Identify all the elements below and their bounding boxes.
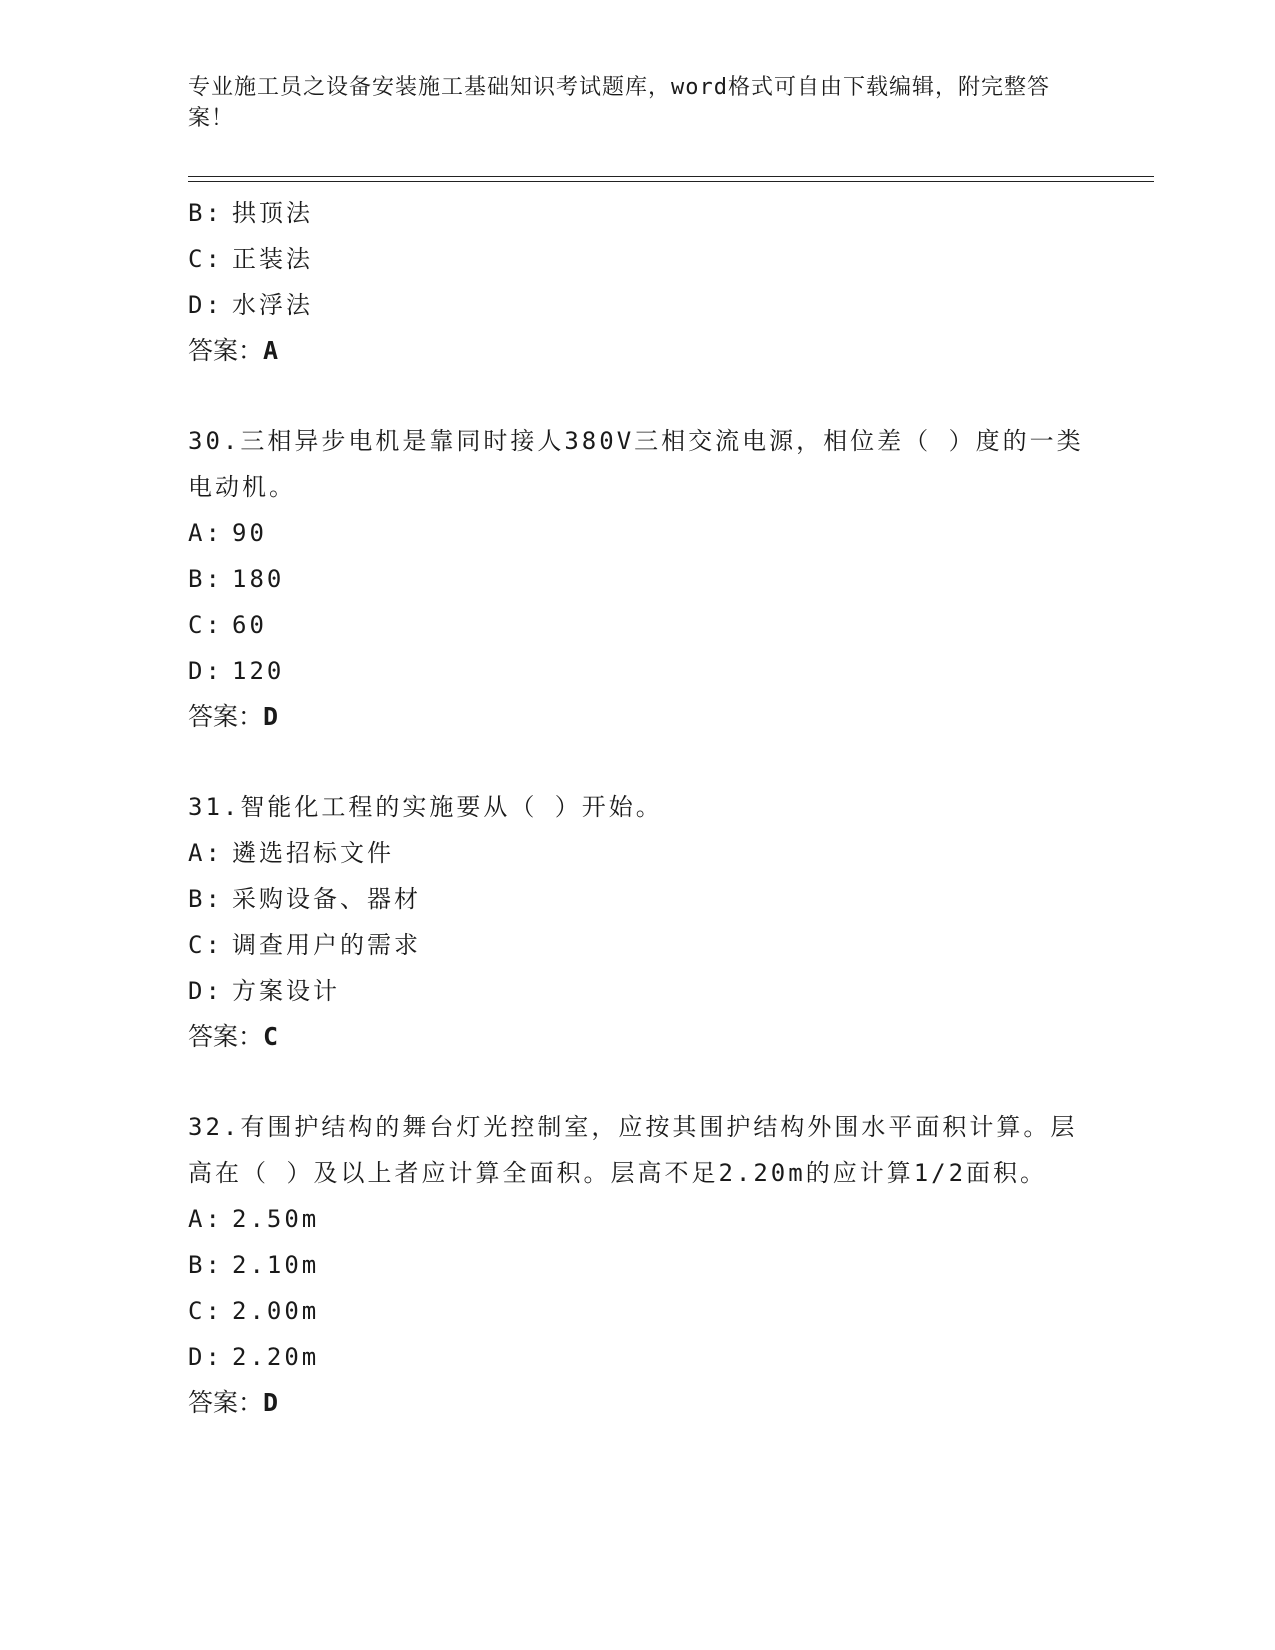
option-label: C: [188, 611, 223, 639]
question-31 [188, 784, 1088, 1060]
question-32 [188, 1104, 1088, 1426]
answer-value: D [263, 1388, 279, 1417]
question-stem: 32.有围护结构的舞台灯光控制室，应按其围护结构外围水平面积计算。层高在（ ）及以上者应计算全面积。层高不足2.20m的应计算1/2面积。 [188, 1113, 1078, 1187]
header-divider-top [188, 176, 1154, 177]
answer-label: 答案： [188, 1022, 264, 1051]
option-label: D: [188, 291, 223, 319]
option-text: 遴选招标文件 [232, 839, 394, 867]
header-divider-bottom [188, 181, 1154, 182]
option-d [188, 1334, 1088, 1380]
option-d [188, 968, 1088, 1014]
option-b [188, 190, 1088, 236]
option-text: 60 [232, 611, 267, 639]
option-d [188, 648, 1088, 694]
option-text: 120 [232, 657, 285, 685]
option-c [188, 602, 1088, 648]
option-text: 2.00m [232, 1297, 320, 1325]
answer-line [188, 1014, 1088, 1060]
option-c [188, 1288, 1088, 1334]
option-label: D: [188, 657, 223, 685]
option-text: 正装法 [232, 245, 313, 273]
answer-line [188, 328, 1088, 374]
question-30 [188, 418, 1088, 740]
option-b [188, 556, 1088, 602]
option-label: D: [188, 977, 223, 1005]
option-text: 拱顶法 [232, 199, 313, 227]
option-label: C: [188, 931, 223, 959]
question-stem: 31.智能化工程的实施要从（ ）开始。 [188, 793, 663, 821]
option-label: A: [188, 839, 223, 867]
option-text: 2.10m [232, 1251, 320, 1279]
option-text: 采购设备、器材 [232, 885, 421, 913]
option-label: D: [188, 1343, 223, 1371]
answer-label: 答案： [188, 1388, 264, 1417]
option-c [188, 236, 1088, 282]
option-label: C: [188, 1297, 223, 1325]
answer-value: A [263, 336, 279, 365]
answer-value: D [263, 702, 279, 731]
option-a [188, 510, 1088, 556]
option-label: B: [188, 199, 223, 227]
option-label: B: [188, 1251, 223, 1279]
answer-label: 答案： [188, 702, 264, 731]
answer-value: C [263, 1022, 279, 1051]
option-text: 180 [232, 565, 285, 593]
option-text: 水浮法 [232, 291, 313, 319]
option-b [188, 876, 1088, 922]
option-label: C: [188, 245, 223, 273]
option-a [188, 830, 1088, 876]
option-d [188, 282, 1088, 328]
document-header: 专业施工员之设备安装施工基础知识考试题库，word格式可自由下载编辑，附完整答案！ [188, 75, 1050, 131]
option-a [188, 1196, 1088, 1242]
option-text: 2.50m [232, 1205, 320, 1233]
option-label: B: [188, 885, 223, 913]
question-stem: 30.三相异步电机是靠同时接人380V三相交流电源，相位差（ ）度的一类电动机。 [188, 427, 1084, 501]
question-29-continued [188, 190, 1088, 374]
option-label: B: [188, 565, 223, 593]
option-text: 方案设计 [232, 977, 340, 1005]
answer-label: 答案： [188, 336, 264, 365]
option-label: A: [188, 1205, 223, 1233]
option-text: 调查用户的需求 [232, 931, 421, 959]
answer-line [188, 694, 1088, 740]
option-b [188, 1242, 1088, 1288]
option-text: 90 [232, 519, 267, 547]
option-label: A: [188, 519, 223, 547]
option-text: 2.20m [232, 1343, 320, 1371]
question-list [188, 190, 1088, 1426]
answer-line [188, 1380, 1088, 1426]
option-c [188, 922, 1088, 968]
